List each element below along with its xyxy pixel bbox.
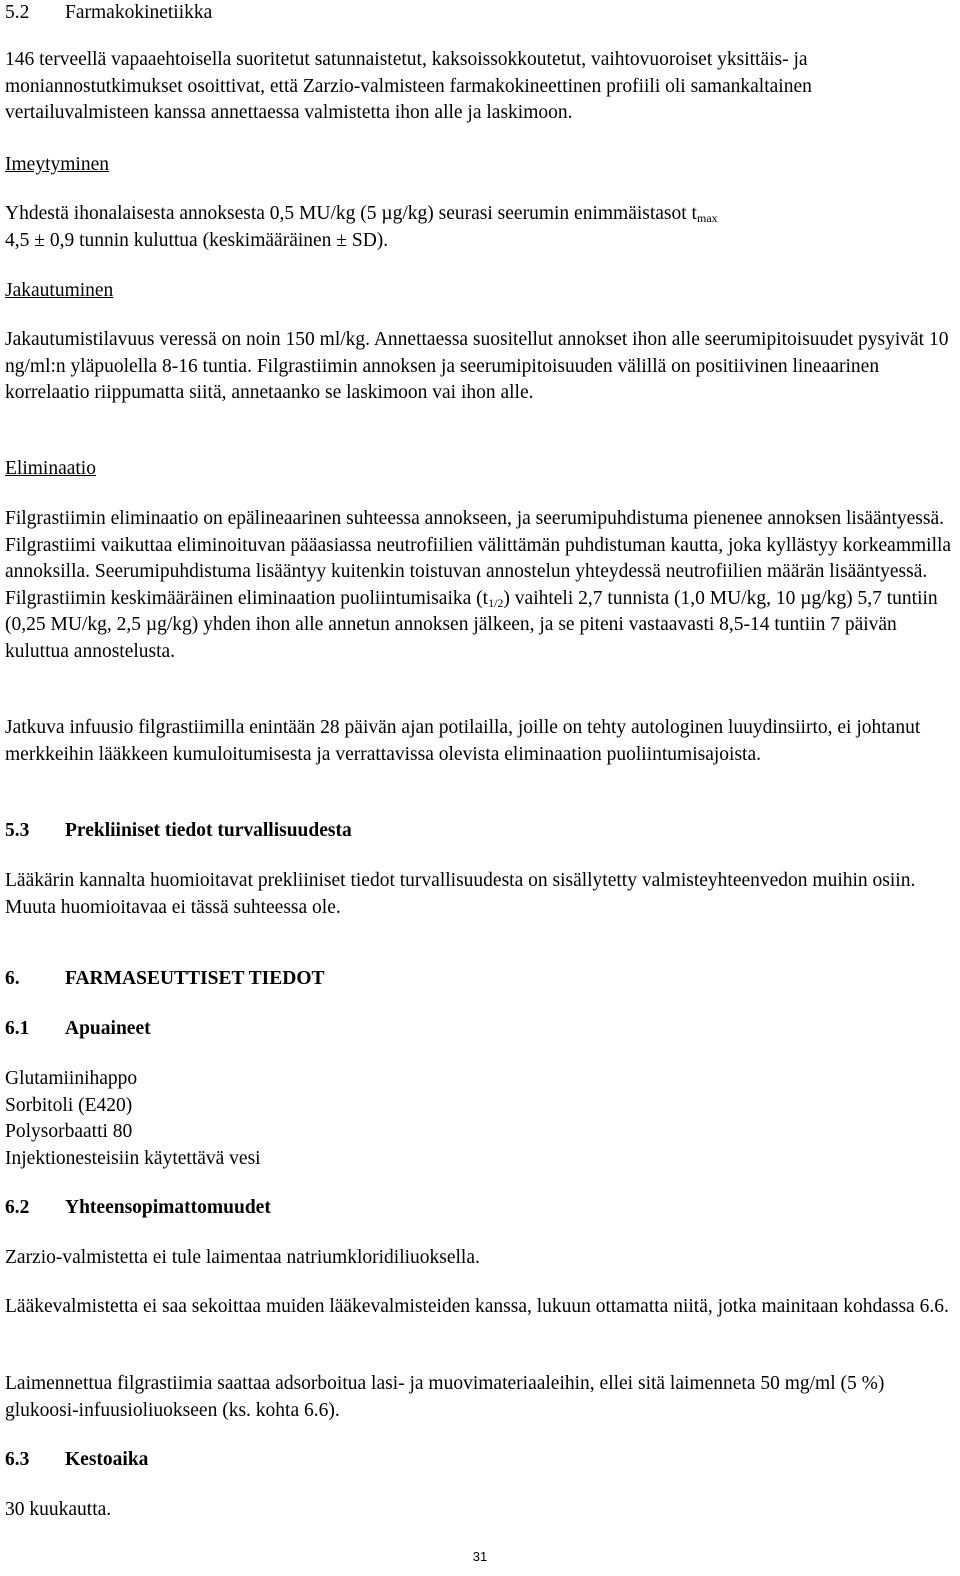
subheading-imeytyminen: Imeytyminen — [5, 154, 109, 175]
paragraph-laimennus: Zarzio-valmistetta ei tule laimentaa natriumkloridiliuoksella. — [5, 1247, 480, 1268]
section-5-2-heading: 5.2 Farmakokinetiikka — [5, 2, 213, 23]
paragraph-imeytyminen: Yhdestä ihonalaisesta annoksesta 0,5 MU/kg (5 µg/kg) seurasi seerumin enimmäistasot $t_{max}$ 4,5 ± 0,9 tunnin kuluttua (keskimääräinen ± SD). — [5, 203, 718, 251]
paragraph-intro: 146 terveellä vapaaehtoisella suoritetut satunnaistetut, kaksoissokkoutetut, vaihtovuoroiset yksittäis- ja moniannostutkimukset osoittivat, että Zarzio-valmisteen farmakokineettinen profiili oli samankaltainen vertailuvalmisteen kanssa annettaessa valmistetta ihon alle ja laskimoon. — [5, 49, 812, 123]
list-item: Glutamiinihappo — [5, 1068, 138, 1089]
paragraph-kestoaika: 30 kuukautta. — [5, 1499, 112, 1520]
paragraph-infuusio: Jatkuva infuusio filgrastiimilla enintään 28 päivän ajan potilailla, joille on tehty autologinen luuydinsiirto, ei johtanut merkkeihin lääkkeen kumuloitumisesta ja verrattavissa olevista eliminaation puoliintumisajoista. — [5, 717, 921, 765]
section-6-1-heading: 6.1 Apuaineet — [5, 1018, 151, 1039]
paragraph-jakautuminen: Jakautumistilavuus veressä on noin 150 ml/kg. Annettaessa suositellut annokset ihon alle seerumipitoisuudet pysyivät 10 ng/ml:n yläpuolella 8-16 tuntia. Filgrastiimin annoksen ja seerumipitoisuuden välillä on positiivinen lineaarinen korrelaatio riippumatta siitä, annetaanko se laskimoon vai ihon alle. — [5, 329, 949, 403]
section-6-2-heading: 6.2 Yhteensopimattomuudet — [5, 1197, 271, 1218]
subheading-eliminaatio: Eliminaatio — [5, 458, 96, 479]
subheading-jakautuminen: Jakautuminen — [5, 280, 114, 301]
page-number: 31 — [472, 1549, 488, 1564]
list-item: Injektionesteisiin käytettävä vesi — [5, 1147, 261, 1169]
section-6-heading: 6. FARMASEUTTISET TIEDOT — [5, 968, 325, 989]
list-item: Sorbitoli (E420) — [5, 1094, 133, 1116]
section-5-3-heading: 5.3 Prekliiniset tiedot turvallisuudesta — [5, 820, 352, 841]
excipient-list — [5, 1066, 955, 1172]
paragraph-sekoitus: Lääkevalmistetta ei saa sekoittaa muiden lääkevalmisteiden kanssa, lukuun ottamatta niitä, jotka mainitaan kohdassa 6.6. — [5, 1296, 949, 1317]
list-item: Polysorbaatti 80 — [5, 1121, 133, 1142]
paragraph-prekliiniset: Lääkärin kannalta huomioitavat prekliiniset tiedot turvallisuudesta on sisällytetty valmisteyhteenvedon muihin osiin. Muuta huomioitavaa ei tässä suhteessa ole. — [5, 870, 916, 918]
paragraph-adsorptio: Laimennettua filgrastiimia saattaa adsorboitua lasi- ja muovimateriaaleihin, ellei sitä laimenneta 50 mg/ml (5 %) glukoosi-infuusioliuokseen (ks. kohta 6.6). — [5, 1373, 885, 1421]
section-6-3-heading: 6.3 Kestoaika — [5, 1449, 149, 1470]
paragraph-eliminaatio: Filgrastiimin eliminaatio on epälineaarinen suhteessa annokseen, ja seerumipuhdistuma pienenee annoksen lisääntyessä. Filgrastiimi vaikuttaa eliminoituvan pääasiassa neutrofiilien välittämän puhdistuman kautta, joka kyllästyy korkeammilla annoksilla. Seerumipuhdistuma lisääntyy kuitenkin toistuvan annostelun yhteydessä neutrofiilien määrän lisääntyessä. Filgrastiimin keskimääräinen eliminaation puoliintumisaika $(t_{1/2})$ vaihteli 2,7 tunnista (1,0 MU/kg, 10 µg/kg) 5,7 tuntiin (0,25 MU/kg, 2,5 µg/kg) yhden ihon alle annetun annoksen jälkeen, ja se piteni vastaavasti 8,5-14 tuntiin 7 päivän kuluttua annostelusta. — [5, 508, 952, 662]
